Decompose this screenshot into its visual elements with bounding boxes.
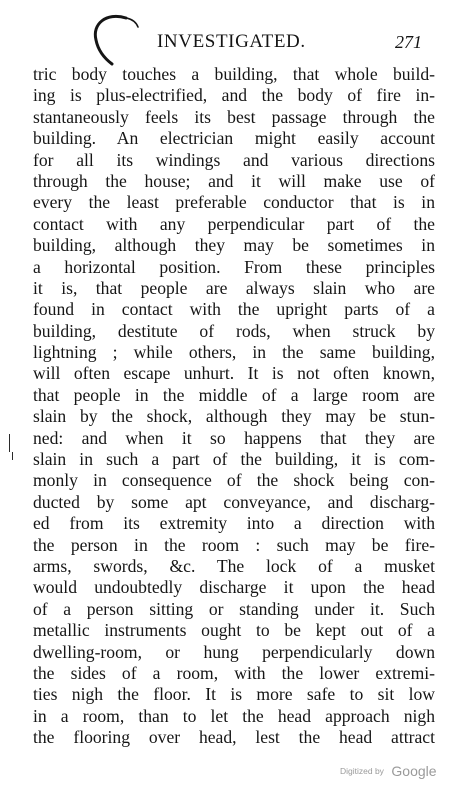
text-line: the sides of a room, with the lower extremi-: [33, 662, 435, 683]
text-line: a horizontal position. From these principles: [33, 256, 435, 277]
margin-mark: [9, 434, 10, 452]
text-line: every the least preferable conductor that is in: [33, 192, 435, 213]
text-line: slain in such a part of the building, it is com-: [33, 449, 435, 470]
text-line: of a person sitting or standing under it. Such: [33, 598, 435, 619]
text-line: building, destitute of rods, when struck by: [33, 320, 435, 341]
text-line: metallic instruments ought to be kept out of a: [33, 620, 435, 641]
text-line: stantaneously feels its best passage through the: [33, 106, 435, 127]
text-line: contact with any perpendicular part of the: [33, 213, 435, 234]
text-line: ed from its extremity into a direction with: [33, 513, 435, 534]
text-line: the flooring over head, lest the head attract: [33, 727, 435, 748]
text-line: building, although they may be sometimes in: [33, 235, 435, 256]
body-text: [33, 64, 435, 749]
text-line: for all its windings and various directions: [33, 149, 435, 170]
text-line: ducted by some apt conveyance, and discharg-: [33, 491, 435, 512]
text-line: in a room, than to let the head approach nigh: [33, 705, 435, 726]
running-head: [0, 31, 469, 53]
text-line: dwelling-room, or hung perpendicularly down: [33, 641, 435, 662]
watermark-brand: Google: [391, 762, 437, 779]
page-number: 271: [395, 32, 422, 52]
running-title: INVESTIGATED.: [157, 31, 306, 52]
text-line: would undoubtedly discharge it upon the head: [33, 577, 435, 598]
text-line: slain by the shock, although they may be stun-: [33, 406, 435, 427]
text-line: building. An electrician might easily account: [33, 128, 435, 149]
text-line: the person in the room : such may be fire-: [33, 534, 435, 555]
text-line: tric body touches a building, that whole build-: [33, 64, 435, 84]
text-line: ned: and when it so happens that they are: [33, 427, 435, 448]
text-line: will often escape unhurt. It is not often known,: [33, 363, 435, 384]
text-line: lightning ; while others, in the same building,: [33, 342, 435, 363]
text-line: through the house; and it will make use of: [33, 170, 435, 191]
margin-mark: [12, 452, 13, 460]
text-line: that people in the middle of a large room are: [33, 384, 435, 405]
text-line: monly in consequence of the shock being con-: [33, 470, 435, 491]
digitized-watermark: [340, 762, 437, 780]
text-line: it is, that people are always slain who are: [33, 277, 435, 298]
text-line: ties nigh the floor. It is more safe to sit low: [33, 684, 435, 705]
watermark-prefix: Digitized by: [340, 765, 384, 776]
text-line: found in contact with the upright parts of a: [33, 299, 435, 320]
text-line: arms, swords, &c. The lock of a musket: [33, 555, 435, 576]
text-line: ing is plus-electrified, and the body of fire in-: [33, 85, 435, 106]
